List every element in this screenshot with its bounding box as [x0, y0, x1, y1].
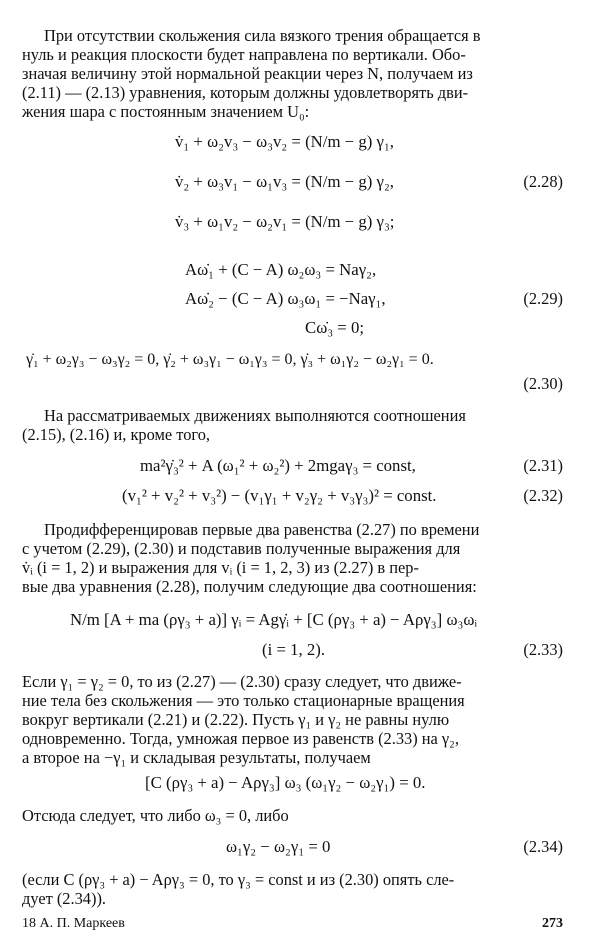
paragraph-3-line-3: v̇ᵢ (i = 1, 2) и выражения для vᵢ (i = 1, 2, 3) из (2.27) в пер-	[22, 558, 419, 577]
paragraph-6-line-2: дует (2.34)).	[22, 889, 107, 908]
equation-2-29-line-1: Aω̇₁ + (C − A) ω₂ω₃ = Naγ₂,	[185, 260, 377, 279]
equation-2-31: ma²γ̇₃² + A (ω₁² + ω₂²) + 2mgaγ₃ = const,	[140, 456, 416, 475]
equation-2-30: γ̇₁ + ω₂γ₃ − ω₃γ₂ = 0, γ̇₂ + ω₃γ₁ − ω₁γ₃ = 0, γ̇₃ + ω₁γ₂ − ω₂γ₁ = 0.	[26, 351, 434, 368]
equation-label-2-28: (2.28)	[523, 172, 563, 191]
equation-label-2-32: (2.32)	[523, 486, 563, 505]
equation-2-34: ω₁γ₂ − ω₂γ₁ = 0	[226, 837, 331, 856]
paragraph-3-line-4: вые два уравнения (2.28), получим следующие два соотношения:	[22, 577, 477, 596]
equation-2-33-index: (i = 1, 2).	[262, 640, 326, 659]
equation-2-29-line-3: Cω̇₃ = 0;	[305, 318, 364, 337]
equation-2-28-line-2: v̇₂ + ω₃v₁ − ω₁v₃ = (N/m − g) γ₂,	[175, 172, 394, 191]
paragraph-5: Отсюда следует, что либо ω₃ = 0, либо	[22, 806, 289, 825]
paragraph-2-line-1: На рассматриваемых движениях выполняются соотношения	[44, 406, 466, 425]
equation-label-2-30: (2.30)	[523, 374, 563, 393]
equation-2-33: N/m [A + ma (ργ₃ + a)] γᵢ = Agγ̇ᵢ + [C (ργ₃ + a) − Aργ₃] ω₃ωᵢ	[70, 610, 478, 629]
paragraph-1-line-4: (2.11) — (2.13) уравнения, которым должны удовлетворять дви-	[22, 83, 469, 102]
paragraph-4-line-4: одновременно. Тогда, умножая первое из равенств (2.33) на γ₂,	[22, 729, 459, 748]
paragraph-1-line-5: жения шара с постоянным значением U₀:	[22, 102, 310, 121]
equation-2-28-line-1: v̇₁ + ω₂v₃ − ω₃v₂ = (N/m − g) γ₁,	[175, 132, 394, 151]
equation-unlabeled: [C (ργ₃ + a) − Aργ₃] ω₃ (ω₁γ₂ − ω₂γ₁) = 0.	[145, 773, 426, 792]
equation-2-32: (v₁² + v₂² + v₃²) − (v₁γ₁ + v₂γ₂ + v₃γ₃)² = const.	[122, 486, 437, 505]
equation-2-29-line-2: Aω̇₂ − (C − A) ω₃ω₁ = −Naγ₁,	[185, 289, 386, 308]
paragraph-4-line-5: а второе на −γ₁ и складывая результаты, получаем	[22, 748, 371, 767]
paragraph-3-line-1: Продифференцировав первые два равенства (2.27) по времени	[44, 520, 480, 539]
footer-signature: 18 А. П. Маркеев	[22, 916, 125, 931]
equation-label-2-31: (2.31)	[523, 456, 563, 475]
paragraph-6-line-1: (если C (ργ₃ + a) − Aργ₃ = 0, то γ₃ = const и из (2.30) опять сле-	[22, 870, 455, 889]
paragraph-1-line-3: значая величину этой нормальной реакции через N, получаем из	[22, 64, 473, 83]
paragraph-2-line-2: (2.15), (2.16) и, кроме того,	[22, 425, 210, 444]
equation-label-2-33: (2.33)	[523, 640, 563, 659]
paragraph-4-line-3: вокруг вертикали (2.21) и (2.22). Пусть γ₁ и γ₂ не равны нулю	[22, 710, 450, 729]
equation-label-2-29: (2.29)	[523, 289, 563, 308]
equation-label-2-34: (2.34)	[523, 837, 563, 856]
paragraph-1-line-2: нуль и реакция плоскости будет направлена по вертикали. Обо-	[22, 45, 466, 64]
paragraph-1-line-1: При отсутствии скольжения сила вязкого трения обращается в	[44, 26, 481, 45]
page-number: 273	[542, 916, 563, 931]
equation-2-28-line-3: v̇₃ + ω₁v₂ − ω₂v₁ = (N/m − g) γ₃;	[175, 212, 395, 231]
paragraph-4-line-2: ние тела без скольжения — это только стационарные вращения	[22, 691, 465, 710]
paragraph-4-line-1: Если γ₁ = γ₂ = 0, то из (2.27) — (2.30) сразу следует, что движе-	[22, 672, 462, 691]
paragraph-3-line-2: с учетом (2.29), (2.30) и подставив полученные выражения для	[22, 539, 461, 558]
